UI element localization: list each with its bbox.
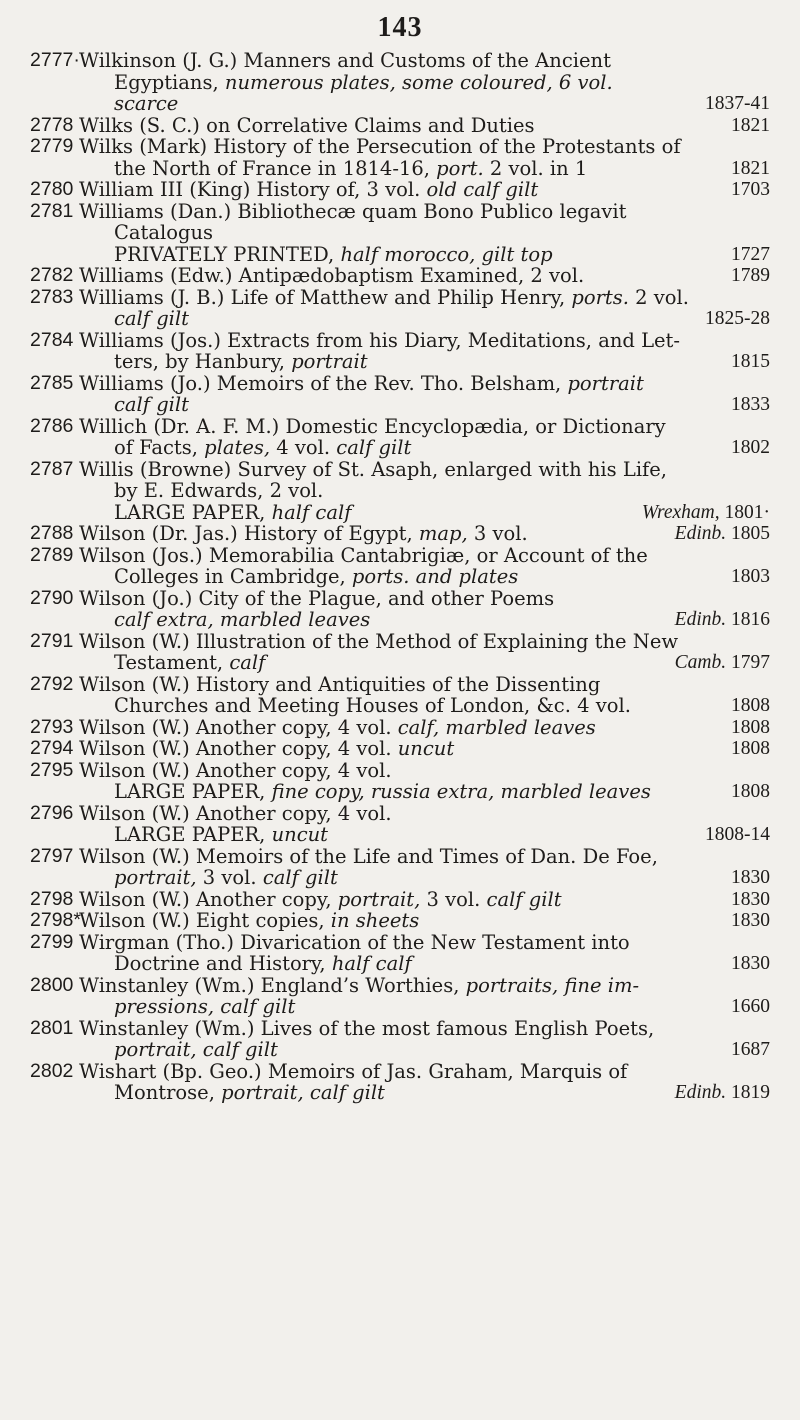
- entry-text: [79, 286, 689, 309]
- binding-note: pressions, calf gilt: [114, 995, 296, 1018]
- lot-number: 2779: [30, 135, 74, 157]
- title-text: Montrose,: [114, 1081, 222, 1104]
- title-text: Wilson (W.) Another copy, 4 vol.: [79, 737, 398, 760]
- catalog-entry: [30, 330, 770, 373]
- lot-number: 2783: [30, 285, 74, 308]
- entry-text: [114, 479, 323, 502]
- imprint-year: 1815: [731, 351, 770, 372]
- entry-text: [114, 1038, 278, 1061]
- entry-text: [79, 673, 600, 696]
- lot-number: 2781: [30, 199, 74, 222]
- entry-text: [114, 823, 328, 846]
- imprint-date: [705, 824, 770, 846]
- title-text: LARGE PAPER,: [114, 780, 272, 803]
- imprint-year: 1819: [726, 1082, 770, 1103]
- entry-text: [79, 974, 639, 997]
- title-text: Wilson (W.) Eight copies,: [79, 909, 331, 932]
- catalog-entry: [30, 846, 770, 889]
- imprint-year: 1687: [731, 1039, 770, 1060]
- entry-text: [114, 71, 613, 94]
- binding-note: half morocco, gilt top: [340, 242, 553, 266]
- entry-text: [79, 587, 554, 610]
- entry-text: [114, 694, 631, 717]
- lot-number: 2798*: [30, 909, 81, 931]
- title-text: 4 vol.: [270, 436, 337, 459]
- catalog-entry: [30, 674, 770, 717]
- binding-note: half calf: [271, 500, 352, 524]
- entry-text: [114, 393, 189, 416]
- imprint-year: 1830: [731, 888, 770, 910]
- catalog-entry: [30, 910, 770, 932]
- entry-text: [79, 178, 538, 201]
- imprint-year: 1727: [731, 243, 770, 265]
- entry-line: [30, 287, 770, 309]
- catalog-entry: [30, 717, 770, 739]
- title-text: Wilson (W.) Another copy,: [79, 887, 338, 911]
- entry-text: [79, 759, 392, 782]
- catalog-entry: [30, 201, 770, 266]
- imprint-date: [675, 523, 770, 545]
- lot-number: 2787: [30, 457, 74, 480]
- title-text: the North of France in 1814-16,: [114, 156, 437, 180]
- entry-line: [30, 588, 770, 610]
- imprint-year: 1821: [731, 157, 770, 179]
- entry-text: [114, 780, 651, 803]
- imprint-place: Edinb.: [674, 1082, 727, 1103]
- entry-line: [30, 846, 770, 868]
- catalog-entry: [30, 287, 770, 330]
- binding-note: port.: [436, 156, 484, 180]
- lot-number: 2777·: [30, 49, 80, 71]
- lot-number: 2788: [30, 522, 74, 544]
- entry-text: [114, 221, 213, 244]
- imprint-year: 1789: [731, 265, 770, 286]
- title-text: LARGE PAPER,: [114, 500, 272, 524]
- imprint-date: [705, 93, 770, 115]
- entry-line: [30, 1061, 770, 1083]
- entry-line: [30, 265, 770, 287]
- binding-note: old calf gilt: [426, 178, 539, 201]
- imprint-year: 1808: [731, 716, 770, 738]
- imprint-place: Camb.: [674, 652, 727, 673]
- title-text: Wilks (Mark) History of the Persecution of the Protestants of: [79, 135, 681, 158]
- imprint-year: 1802: [731, 437, 770, 458]
- lot-number: 2778: [30, 113, 74, 136]
- imprint-year: 1830: [731, 910, 770, 931]
- entry-text: [79, 135, 681, 158]
- title-text: Willis (Browne) Survey of St. Asaph, enlarged with his Life,: [79, 457, 668, 481]
- binding-note: portrait,: [114, 866, 197, 889]
- entry-line: [30, 480, 770, 502]
- imprint-date: [731, 910, 770, 932]
- entry-line: [30, 889, 770, 911]
- entry-line: [30, 437, 770, 459]
- binding-note: portrait: [567, 371, 644, 395]
- entry-text: [79, 630, 678, 653]
- entry-text: [79, 544, 648, 567]
- binding-note: portrait, calf gilt: [221, 1081, 385, 1104]
- title-text: Wilks (S. C.) on Correlative Claims and Duties: [79, 113, 535, 137]
- lot-number: 2798: [30, 887, 74, 910]
- catalog-entry: [30, 932, 770, 975]
- title-text: Colleges in Cambridge,: [114, 565, 352, 588]
- entry-text: [114, 651, 265, 674]
- entry-line: [30, 308, 770, 330]
- imprint-date: [731, 717, 770, 739]
- entry-line: [30, 72, 770, 94]
- entry-text: [79, 909, 419, 932]
- entry-text: [114, 307, 189, 330]
- entry-line: [30, 502, 770, 524]
- title-text: Wilson (W.) Illustration of the Method of Explaining the New: [79, 629, 679, 653]
- imprint-year: 1805: [726, 523, 770, 544]
- entry-line: [30, 330, 770, 352]
- entry-line: [30, 416, 770, 438]
- imprint-year: 1825-28: [705, 308, 770, 329]
- entry-line: [30, 652, 770, 674]
- imprint-date: [731, 781, 770, 803]
- entry-line: [30, 867, 770, 889]
- binding-note: in sheets: [330, 909, 420, 932]
- entry-text: [79, 200, 626, 223]
- title-text: Doctrine and History,: [114, 952, 332, 975]
- entry-line: [30, 781, 770, 803]
- entry-line: [30, 179, 770, 201]
- title-text: Catalogus: [114, 221, 214, 244]
- imprint-place: Edinb.: [674, 523, 727, 544]
- imprint-year: 1808: [731, 781, 770, 802]
- lot-number: 2793: [30, 715, 74, 738]
- binding-note: scarce: [114, 92, 179, 115]
- entry-line: [30, 760, 770, 782]
- entry-text: [114, 243, 553, 266]
- binding-note: ports.: [571, 285, 629, 309]
- entry-text: [114, 1081, 385, 1104]
- entry-text: [79, 49, 611, 72]
- imprint-date: [705, 308, 770, 330]
- title-text: 3 vol.: [196, 866, 263, 889]
- entry-text: [79, 802, 392, 825]
- title-text: of Facts,: [114, 436, 205, 459]
- title-text: 3 vol.: [467, 522, 528, 545]
- entry-line: [30, 373, 770, 395]
- imprint-year: 1660: [731, 996, 770, 1017]
- imprint-year: 1816: [726, 609, 770, 630]
- lot-number: 2801: [30, 1016, 74, 1039]
- imprint-date: [731, 695, 770, 717]
- lot-number: 2795: [30, 758, 74, 781]
- lot-number: 2784: [30, 328, 74, 351]
- title-text: Williams (J. B.) Life of Matthew and Philip Henry,: [79, 285, 572, 309]
- binding-note: uncut: [397, 737, 455, 760]
- binding-note: calf: [229, 651, 266, 674]
- entry-line: [30, 201, 770, 223]
- binding-note: ports. and plates: [351, 565, 519, 588]
- entry-line: [30, 953, 770, 975]
- binding-note: calf gilt: [114, 307, 189, 330]
- lot-number: 2785: [30, 371, 74, 394]
- title-text: Testament,: [114, 651, 230, 674]
- binding-note: portraits, fine im-: [465, 973, 640, 997]
- imprint-date: [731, 437, 770, 459]
- entry-text: [114, 350, 368, 373]
- title-text: ters, by Hanbury,: [114, 350, 292, 373]
- entry-line: [30, 351, 770, 373]
- entry-line: [30, 803, 770, 825]
- lot-number: 2799: [30, 930, 74, 953]
- imprint-year: 1830: [731, 867, 770, 888]
- imprint-date: [731, 566, 770, 588]
- title-text: Wilson (W.) History and Antiquities of the Dissenting: [79, 672, 601, 696]
- title-text: Willich (Dr. A. F. M.) Domestic Encyclopædia, or Dictionary: [79, 414, 666, 438]
- catalog-entry: [30, 179, 770, 201]
- entry-text: [79, 372, 644, 395]
- imprint-year: 1703: [731, 179, 770, 200]
- imprint-year: 1837-41: [705, 93, 770, 114]
- imprint-date: [675, 652, 770, 674]
- imprint-year: 1801·: [719, 501, 770, 523]
- imprint-date: [731, 351, 770, 373]
- title-text: by E. Edwards, 2 vol.: [114, 479, 324, 502]
- imprint-year: 1808: [731, 738, 770, 759]
- entry-line: [30, 222, 770, 244]
- binding-note: portrait,: [337, 887, 421, 911]
- entry-line: [30, 695, 770, 717]
- entry-line: [30, 459, 770, 481]
- entry-line: [30, 609, 770, 631]
- imprint-date: [731, 179, 770, 201]
- entry-line: [30, 717, 770, 739]
- lot-number: 2794: [30, 737, 74, 759]
- entry-text: [114, 866, 338, 889]
- catalog-entry: [30, 631, 770, 674]
- entry-text: [79, 931, 630, 954]
- binding-note: portrait, calf gilt: [114, 1038, 278, 1061]
- entry-text: [79, 1060, 627, 1083]
- entry-text: [79, 1017, 654, 1040]
- title-text: Wilson (W.) Another copy, 4 vol.: [79, 758, 392, 782]
- imprint-date: [675, 1082, 770, 1104]
- binding-note: calf gilt: [486, 887, 562, 911]
- binding-note: portrait: [291, 350, 368, 373]
- entry-line: [30, 631, 770, 653]
- catalog-entry: [30, 50, 770, 115]
- page-number: 143: [377, 12, 423, 43]
- imprint-year: 1808-14: [705, 824, 770, 845]
- catalog-entry: [30, 136, 770, 179]
- imprint-date: [731, 889, 770, 911]
- binding-note: half calf: [331, 952, 412, 975]
- entry-text: [79, 415, 666, 438]
- entry-text: [114, 565, 518, 588]
- entry-line: [30, 824, 770, 846]
- title-text: Winstanley (Wm.) Lives of the most famous English Poets,: [79, 1016, 655, 1040]
- imprint-date: [731, 953, 770, 975]
- title-text: Wilson (W.) Another copy, 4 vol.: [79, 801, 392, 825]
- imprint-date: [731, 996, 770, 1018]
- title-text: William III (King) History of, 3 vol.: [79, 178, 427, 201]
- lot-number: 2780: [30, 178, 74, 200]
- title-text: Wilson (Dr. Jas.) History of Egypt,: [79, 522, 419, 545]
- catalog-entry: [30, 523, 770, 545]
- entry-text: [114, 157, 587, 180]
- imprint-date: [731, 158, 770, 180]
- title-text: Williams (Jos.) Extracts from his Diary, Meditations, and Let-: [79, 328, 680, 352]
- binding-note: calf gilt: [262, 866, 338, 889]
- title-text: Winstanley (Wm.) England’s Worthies,: [79, 973, 466, 997]
- entry-line: [30, 674, 770, 696]
- catalog-entry: [30, 265, 770, 287]
- title-text: Wirgman (Tho.) Divarication of the New Testament into: [79, 930, 630, 954]
- title-text: Churches and Meeting Houses of London, &c. 4 vol.: [114, 694, 631, 717]
- entry-text: [114, 501, 351, 524]
- entry-line: [30, 523, 770, 545]
- entry-text: [114, 952, 412, 975]
- entry-text: [79, 329, 680, 352]
- title-text: Williams (Jo.) Memoirs of the Rev. Tho. Belsham,: [79, 371, 568, 395]
- entry-text: [79, 264, 584, 287]
- lot-number: 2796: [30, 801, 74, 824]
- lot-number: 2797: [30, 844, 74, 867]
- entry-text: [114, 92, 178, 115]
- lot-number: 2792: [30, 672, 74, 695]
- entry-text: [79, 458, 667, 481]
- lot-number: 2802: [30, 1059, 74, 1082]
- lot-number: 2789: [30, 543, 74, 566]
- entry-text: [79, 888, 562, 911]
- imprint-date: [675, 609, 770, 631]
- catalog-entry: [30, 1061, 770, 1104]
- title-text: Williams (Edw.) Antipædobaptism Examined, 2 vol.: [79, 264, 585, 287]
- title-text: Egyptians,: [114, 70, 225, 94]
- entry-line: [30, 50, 770, 72]
- entry-line: [30, 394, 770, 416]
- title-text: Wishart (Bp. Geo.) Memoirs of Jas. Graham, Marquis of: [79, 1059, 628, 1083]
- catalog-entry: [30, 760, 770, 803]
- entry-line: [30, 566, 770, 588]
- imprint-place: Edinb.: [674, 609, 727, 630]
- entry-line: [30, 115, 770, 137]
- title-text: 2 vol. in 1: [483, 156, 588, 180]
- entry-line: [30, 1082, 770, 1104]
- entry-text: [79, 522, 528, 545]
- entry-text: [114, 608, 370, 631]
- binding-note: plates,: [204, 436, 271, 459]
- catalog-entry: [30, 416, 770, 459]
- entry-line: [30, 244, 770, 266]
- imprint-date: [731, 1039, 770, 1061]
- catalog-list: [30, 50, 770, 1104]
- imprint-date: [731, 394, 770, 416]
- binding-note: calf gilt: [336, 436, 412, 459]
- title-text: LARGE PAPER,: [114, 823, 272, 846]
- catalog-entry: [30, 115, 770, 137]
- entry-line: [30, 136, 770, 158]
- catalog-entry: [30, 975, 770, 1018]
- imprint-date: [642, 502, 770, 524]
- entry-line: [30, 975, 770, 997]
- entry-line: [30, 545, 770, 567]
- entry-line: [30, 738, 770, 760]
- title-text: PRIVATELY PRINTED,: [114, 242, 341, 266]
- imprint-year: 1803: [731, 566, 770, 587]
- entry-text: [79, 737, 454, 760]
- catalog-entry: [30, 738, 770, 760]
- entry-line: [30, 996, 770, 1018]
- lot-number: 2790: [30, 586, 74, 609]
- entry-text: [79, 845, 658, 868]
- imprint-year: 1821: [731, 114, 770, 136]
- title-text: Wilson (W.) Memoirs of the Life and Times of Dan. De Foe,: [79, 844, 658, 868]
- title-text: Wilson (Jos.) Memorabilia Cantabrigiæ, or Account of the: [79, 543, 648, 567]
- title-text: Wilkinson (J. G.) Manners and Customs of the Ancient: [79, 49, 611, 72]
- imprint-year: 1808: [731, 695, 770, 716]
- imprint-date: [731, 115, 770, 137]
- title-text: Williams (Dan.) Bibliothecæ quam Bono Publico legavit: [79, 199, 627, 223]
- title-text: Wilson (W.) Another copy, 4 vol.: [79, 715, 398, 739]
- binding-note: fine copy, russia extra, marbled leaves: [271, 780, 651, 803]
- imprint-year: 1833: [731, 394, 770, 415]
- imprint-place: Wrexham,: [641, 501, 720, 523]
- entry-text: [79, 716, 596, 739]
- title-text: 2 vol.: [628, 285, 689, 309]
- imprint-year: 1797: [726, 652, 770, 673]
- lot-number: 2800: [30, 973, 74, 996]
- entry-line: [30, 1039, 770, 1061]
- entry-line: [30, 158, 770, 180]
- imprint-date: [731, 244, 770, 266]
- binding-note: map,: [418, 522, 468, 545]
- lot-number: 2782: [30, 264, 74, 286]
- catalog-entry: [30, 588, 770, 631]
- imprint-date: [731, 867, 770, 889]
- catalog-entry: [30, 889, 770, 911]
- binding-note: calf, marbled leaves: [397, 715, 596, 739]
- title-text: 3 vol.: [420, 887, 487, 911]
- entry-text: [114, 995, 295, 1018]
- binding-note: calf extra, marbled leaves: [114, 608, 371, 631]
- entry-line: [30, 910, 770, 932]
- imprint-date: [731, 738, 770, 760]
- entry-text: [114, 436, 411, 459]
- title-text: Wilson (Jo.) City of the Plague, and other Poems: [79, 586, 555, 610]
- lot-number: 2786: [30, 414, 74, 437]
- entry-line: [30, 93, 770, 115]
- imprint-date: [731, 265, 770, 287]
- catalog-entry: [30, 545, 770, 588]
- binding-note: numerous plates, some coloured, 6 vol.: [224, 70, 613, 94]
- entry-line: [30, 1018, 770, 1040]
- entry-line: [30, 932, 770, 954]
- entry-text: [79, 114, 535, 137]
- lot-number: 2791: [30, 629, 74, 652]
- catalog-entry: [30, 373, 770, 416]
- catalog-entry: [30, 803, 770, 846]
- binding-note: calf gilt: [114, 393, 189, 416]
- catalog-entry: [30, 459, 770, 524]
- binding-note: uncut: [271, 823, 329, 846]
- catalog-entry: [30, 1018, 770, 1061]
- imprint-year: 1830: [731, 953, 770, 974]
